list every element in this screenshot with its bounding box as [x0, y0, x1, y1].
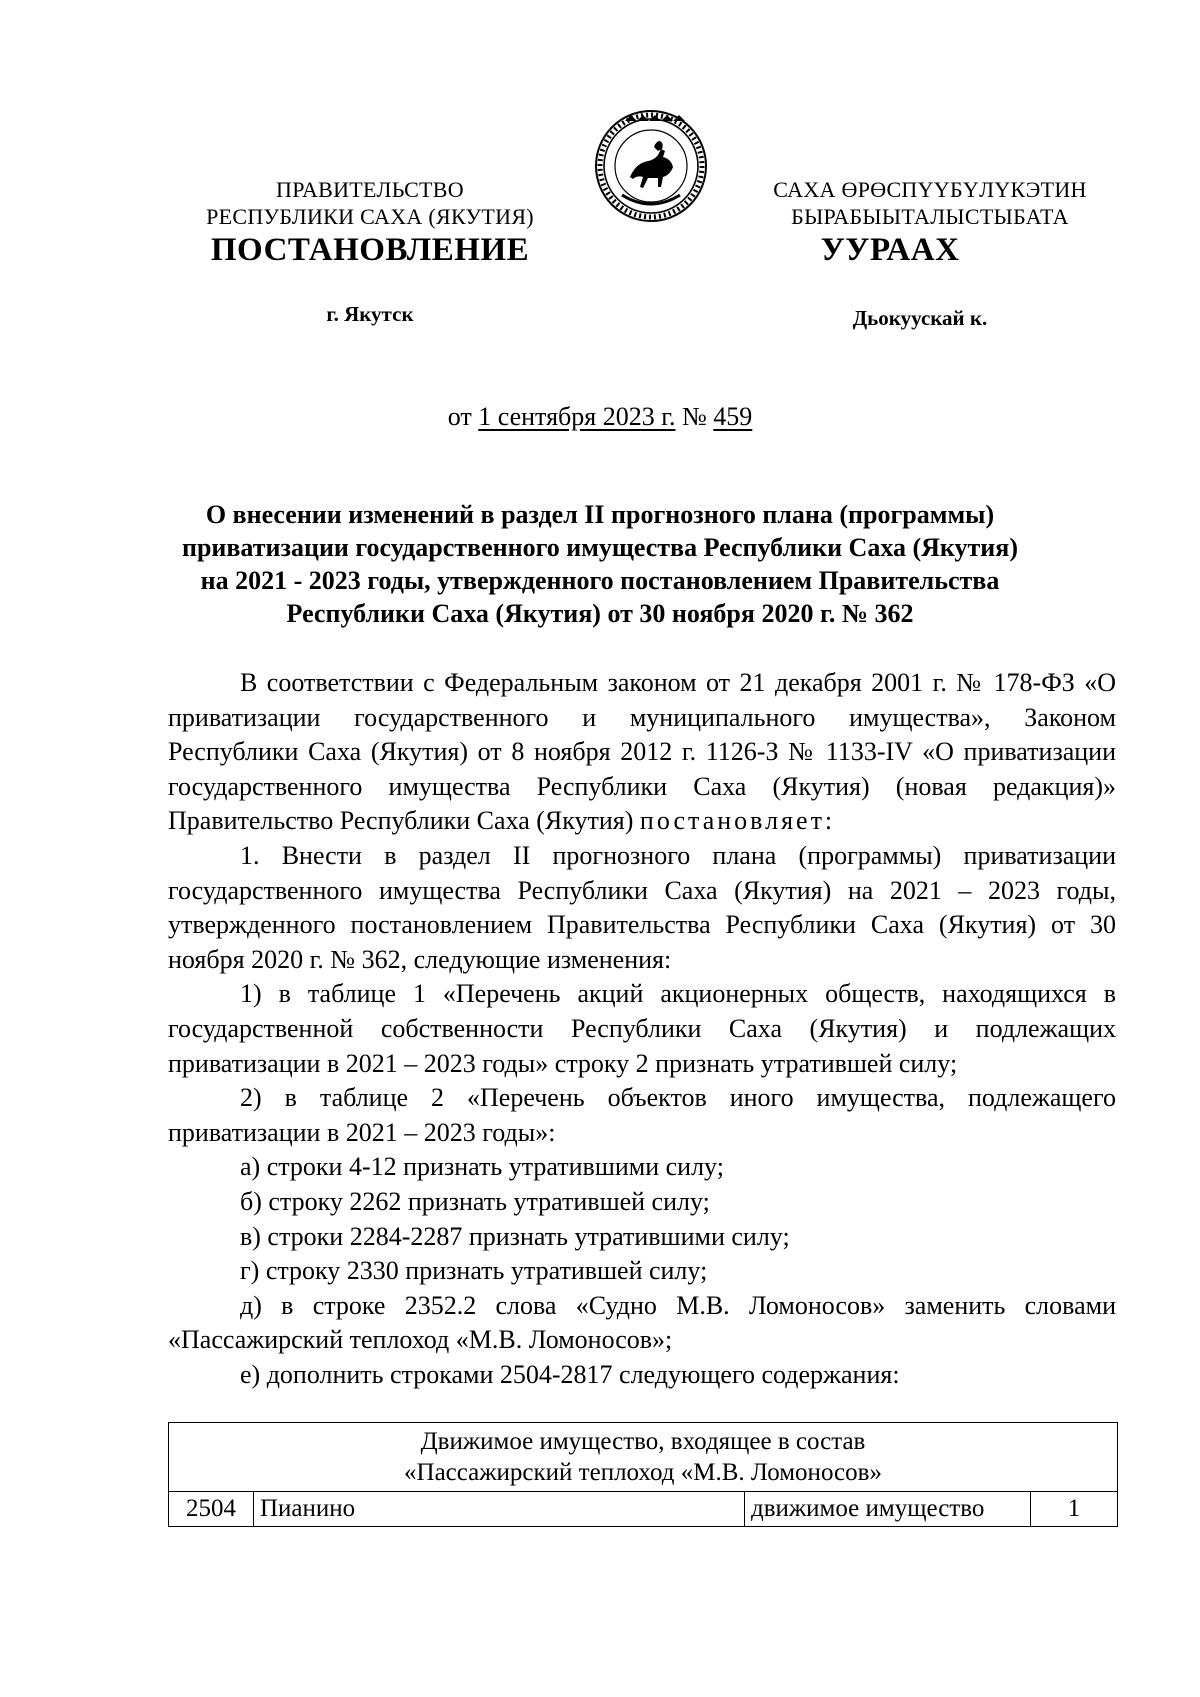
- subject-line: на 2021 - 2023 годы, утвержденного постановлением Правительства: [200, 566, 1000, 595]
- row-name: Пианино: [254, 1492, 745, 1527]
- doc-type-left: ПОСТАНОВЛЕНИЕ: [210, 232, 530, 268]
- number-sign: №: [681, 402, 707, 431]
- date-prefix: от: [447, 402, 472, 431]
- list-item-d: д) в строке 2352.2 слова «Судно М.В. Ломоносов» заменить словами «Пассажирский теплоход «М.В. Ломоносов»;: [168, 1290, 1116, 1355]
- group-header-line: Движимое имущество, входящее в состав: [420, 1428, 866, 1455]
- header-left-line2: РЕСПУБЛИКИ САХА (ЯКУТИЯ): [206, 204, 534, 229]
- header-left-org: [150, 176, 590, 230]
- row-number: 2504: [169, 1492, 254, 1527]
- decree-word: постановляет:: [639, 806, 836, 836]
- subject-heading: [140, 498, 1060, 630]
- subject-line: О внесении изменений в раздел II прогнозного плана (программы): [205, 500, 995, 529]
- header-right-line2: БЫРАБЫЫТАЛЫСТЫБАТА: [791, 204, 1069, 229]
- table-group-header-row: [169, 1423, 1118, 1492]
- paragraph-1-2: 2) в таблице 2 «Перечень объектов иного имущества, подлежащего приватизации в 2021 – 2023 годы»:: [168, 1083, 1116, 1147]
- list-item-b: б) строку 2262 признать утратившей силу;: [240, 1186, 710, 1216]
- row-type: движимое имущество: [745, 1492, 1031, 1527]
- header-right-line1: САХА ӨРӨСПҮҮБҮЛҮКЭТИН: [773, 177, 1087, 202]
- city-left: г. Якутск: [326, 302, 414, 326]
- list-item-e: е) дополнить строками 2504-2817 следующего содержания:: [240, 1359, 900, 1389]
- doc-type-right: УУРААХ: [820, 232, 960, 268]
- paragraph-1-1: 1) в таблице 1 «Перечень акций акционерных обществ, находящихся в государственной собственности Республики Саха (Якутия) и подлежащих приватизации в 2021 – 2023 годы» строку 2 признать утратившей силу;: [168, 979, 1116, 1078]
- header-left-line1: ПРАВИТЕЛЬСТВО: [276, 177, 464, 202]
- city-right: Дьокуускай к.: [852, 306, 988, 330]
- group-header-line: «Пассажирский теплоход «М.В. Ломоносов»: [404, 1459, 882, 1486]
- row-quantity: 1: [1031, 1492, 1118, 1527]
- decree-date: 1 сентября 2023 г.: [478, 402, 676, 431]
- list-item-g: г) строку 2330 признать утратившей силу;: [240, 1256, 708, 1286]
- preamble-paragraph: [168, 666, 1116, 839]
- table-group-header: [169, 1423, 1118, 1492]
- list-item-v: в) строки 2284-2287 признать утратившими силу;: [240, 1221, 790, 1251]
- list-item-a: а) строки 4-12 признать утратившими силу;: [240, 1152, 724, 1182]
- paragraph-1: 1. Внести в раздел II прогнозного плана (программы) приватизации государственного имущества Республики Саха (Якутия) на 2021 – 2023 годы, утвержденного постановлением Правительства Республики Саха (Якутия) от 30 ноября 2020 г. № 362, следующие изменения:: [168, 840, 1116, 974]
- decree-number: 459: [713, 402, 753, 431]
- preamble-text: В соответствии с Федеральным законом от 21 декабря 2001 г. № 178-ФЗ «О приватизации государственного и муниципального имущества», Законом Республики Саха (Якутия) от 8 ноября 2012 г. 1126-З № 1133-IV «О приватизации государственного имущества Республики Саха (Якутия) (новая редакция)» Правительство Республики Саха (Якутия): [168, 668, 1116, 836]
- date-line: [0, 402, 1200, 432]
- property-table: [168, 1422, 1118, 1527]
- emblem-icon: [592, 107, 710, 225]
- subject-line: приватизации государственного имущества Республики Саха (Якутия): [181, 533, 1019, 562]
- subject-line: Республики Саха (Якутия) от 30 ноября 2020 г. № 362: [286, 599, 914, 628]
- header-right-org: [730, 176, 1130, 230]
- body-text: [168, 666, 1116, 1392]
- table-row: [169, 1492, 1118, 1527]
